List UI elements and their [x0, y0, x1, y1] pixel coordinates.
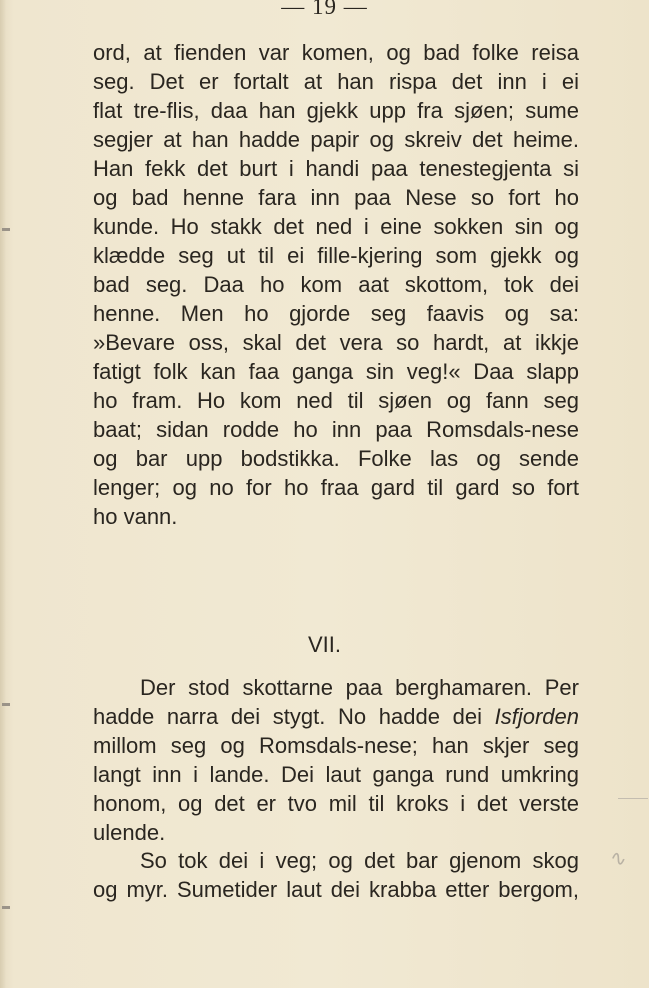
margin-mark [2, 228, 10, 231]
text-line: lenger; og no for ho fraa gard til gard so fort [93, 475, 579, 500]
margin-mark [2, 703, 10, 706]
text-line: baat; sidan rodde ho inn paa Romsdals-nese [93, 417, 579, 442]
text-line: bad seg. Daa ho kom aat skottom, tok dei [93, 272, 579, 297]
text-line: segjer at han hadde papir og skreiv det heime. [93, 127, 579, 152]
text-line: klædde seg ut til ei fille-kjering som gjekk og [93, 243, 579, 268]
text-line: langt inn i lande. Dei laut ganga rund umkring [93, 762, 579, 787]
text-line: ho fram. Ho kom ned til sjøen og fann seg [93, 388, 579, 413]
text-line: henne. Men ho gjorde seg faavis og sa: [93, 301, 579, 326]
paragraph-1 [93, 38, 579, 531]
text-line: ulende. [93, 820, 166, 845]
margin-mark [2, 906, 10, 909]
paragraph-3 [93, 846, 579, 904]
text-line: honom, og det er tvo mil til kroks i det verste [93, 791, 579, 816]
text-line: millom seg og Romsdals-nese; han skjer seg [93, 733, 579, 758]
text-line: kunde. Ho stakk det ned i eine sokken sin og [93, 214, 579, 239]
text-line: og bar upp bodstikka. Folke las og sende [93, 446, 579, 471]
text-line: fatigt folk kan faa ganga sin veg!« Daa slapp [93, 359, 579, 384]
place-name-italic: Isfjorden [494, 704, 579, 729]
text-line: Der stod skottarne paa berghamaren. Per [140, 675, 579, 700]
text-line: flat tre-flis, daa han gjekk upp fra sjøen; sume [93, 98, 579, 123]
pencil-mark [618, 798, 648, 800]
text-line: ho vann. [93, 504, 178, 529]
text-line: seg. Det er fortalt at han rispa det inn i ei [93, 69, 579, 94]
paragraph-2 [93, 673, 579, 847]
text-line: og myr. Sumetider laut dei krabba etter bergom, [93, 877, 579, 902]
text-line: »Bevare oss, skal det vera so hardt, at ikkje [93, 330, 579, 355]
text-line: So tok dei i veg; og det bar gjenom skog [140, 848, 579, 873]
page-number: — 19 — [281, 0, 368, 19]
text-line: og bad henne fara inn paa Nese so fort ho [93, 185, 579, 210]
text-line [93, 702, 579, 731]
text-line-segment: hadde narra dei stygt. No hadde dei [93, 704, 495, 729]
chapter-heading: VII. [307, 632, 341, 657]
pencil-scribble: ∿ [607, 846, 629, 872]
page-edge-shadow [0, 0, 6, 988]
text-line: Han fekk det burt i handi paa tenestegjenta si [93, 156, 579, 181]
text-line: ord, at fienden var komen, og bad folke reisa [93, 40, 579, 65]
